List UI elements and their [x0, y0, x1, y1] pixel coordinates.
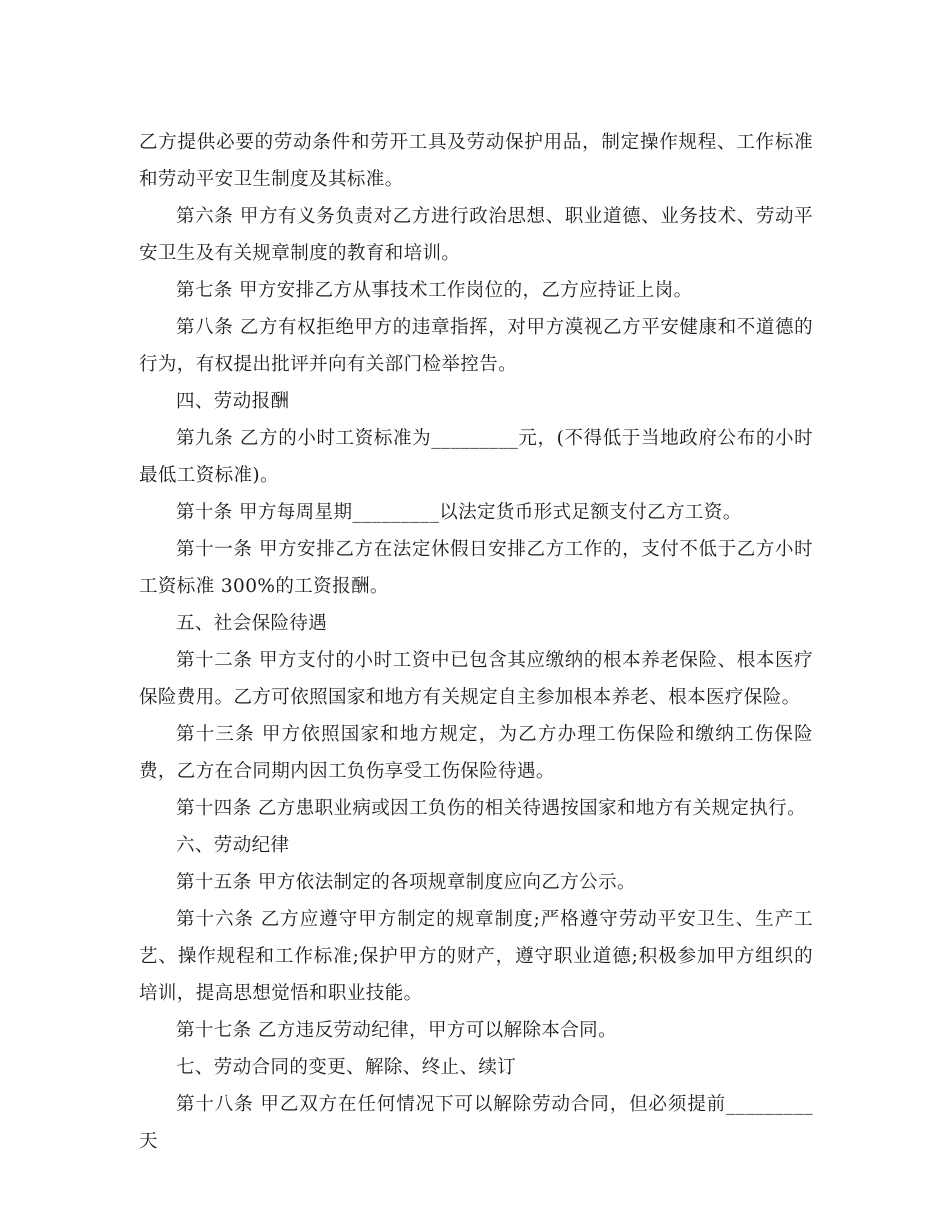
article-14: 第十四条 乙方患职业病或因工负伤的相关待遇按国家和地方有关规定执行。 — [176, 798, 806, 819]
article-6: 第六条 甲方有义务负责对乙方进行政治思想、职业道德、业务技术、劳动平安卫生及有关规章制度的教育和培训。 — [139, 206, 813, 264]
article-16: 第十六条 乙方应遵守甲方制定的规章制度;严格遵守劳动平安卫生、生产工艺、操作规程和工作标准;保护甲方的财产，遵守职业道德;积极参加甲方组织的培训，提高思想觉悟和职业技能。 — [139, 909, 813, 1004]
section-heading-discipline: 六、劳动纪律 — [176, 835, 290, 856]
section-heading-remuneration: 四、劳动报酬 — [176, 391, 290, 412]
section-heading-contract-changes: 七、劳动合同的变更、解除、终止、续订 — [176, 1057, 517, 1078]
article-17: 第十七条 乙方违反劳动纪律，甲方可以解除本合同。 — [176, 1020, 617, 1041]
article-18: 第十八条 甲乙双方在任何情况下可以解除劳动合同，但必须提前_________天 — [139, 1094, 813, 1152]
paragraph-continuation: 乙方提供必要的劳动条件和劳开工具及劳动保护用品，制定操作规程、工作标准和劳动平安卫生制度及其标准。 — [139, 132, 813, 190]
document-body — [139, 124, 813, 1160]
section-heading-social-insurance: 五、社会保险待遇 — [176, 613, 328, 634]
article-7: 第七条 甲方安排乙方从事技术工作岗位的，乙方应持证上岗。 — [176, 280, 693, 301]
article-15: 第十五条 甲方依法制定的各项规章制度应向乙方公示。 — [176, 872, 636, 893]
article-10: 第十条 甲方每周星期_________以法定货币形式足额支付乙方工资。 — [176, 502, 742, 523]
article-12: 第十二条 甲方支付的小时工资中已包含其应缴纳的根本养老保险、根本医疗保险费用。乙方可依照国家和地方有关规定自主参加根本养老、根本医疗保险。 — [139, 650, 813, 708]
article-8: 第八条 乙方有权拒绝甲方的违章指挥，对甲方漠视乙方平安健康和不道德的行为，有权提出批评并向有关部门检举控告。 — [139, 317, 813, 375]
article-9: 第九条 乙方的小时工资标准为_________元，(不得低于当地政府公布的小时最低工资标准)。 — [139, 428, 813, 486]
article-11: 第十一条 甲方安排乙方在法定休假日安排乙方工作的，支付不低于乙方小时工资标准 300%的工资报酬。 — [139, 539, 813, 597]
article-13: 第十三条 甲方依照国家和地方规定，为乙方办理工伤保险和缴纳工伤保险费，乙方在合同期内因工负伤享受工伤保险待遇。 — [139, 724, 813, 782]
